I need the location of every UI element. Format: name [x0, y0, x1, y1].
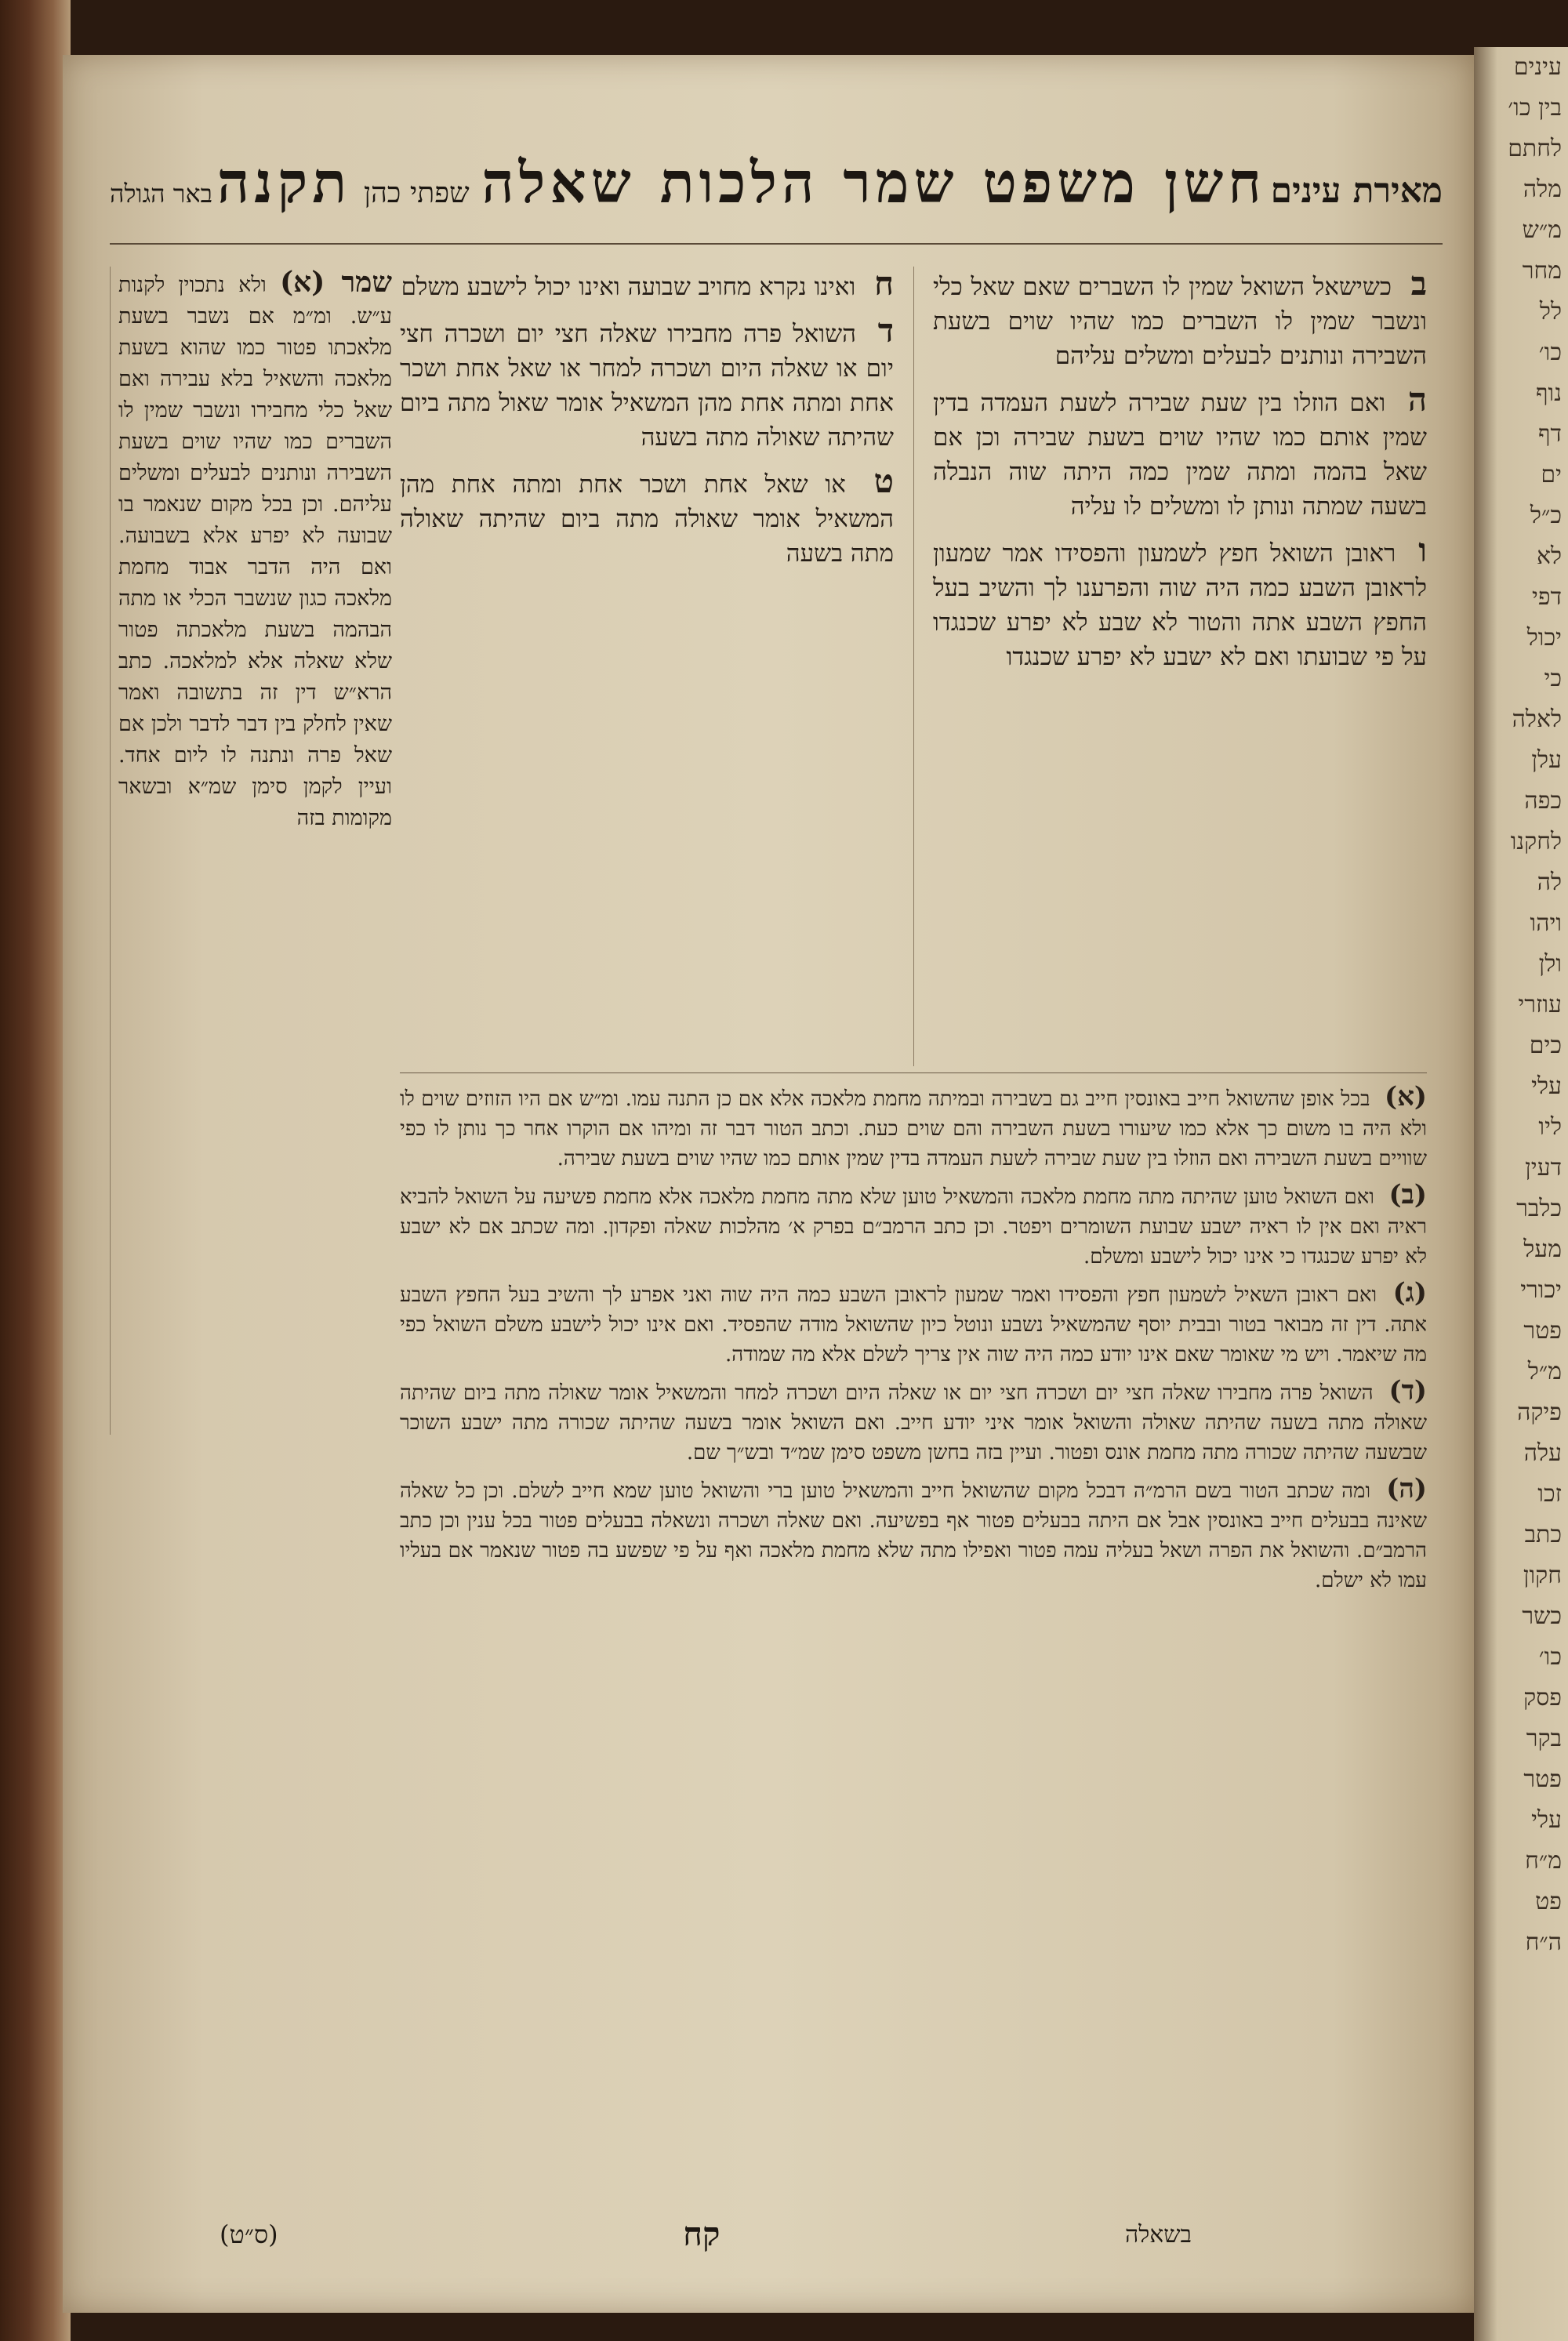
commentary-head: (ב): [1388, 1179, 1427, 1210]
page-footer: [220, 2211, 1192, 2258]
entry-text: כשישאל השואל שמין לו השברים שאם שאל כלי ונשבר שמין לו השברים כמו שהיו שוים בשעת השבירה ונותנים לבעלים ומשלים עליהם: [933, 273, 1427, 370]
commentary-head: (ג): [1392, 1277, 1427, 1308]
adjacent-page-line: מעל: [1523, 1236, 1562, 1263]
commentary-head: (א): [1385, 1082, 1427, 1112]
adjacent-page-line: עלן: [1531, 746, 1562, 774]
footer-signature: (ס״ט): [220, 2219, 278, 2249]
main-entry: [933, 533, 1427, 674]
entry-text: ואינו נקרא מחויב שבועה ואינו יכול לישבע משלם: [401, 273, 856, 301]
header-sub-title: שפתי כהן: [363, 177, 470, 209]
adjacent-page-line: מחר: [1522, 257, 1562, 285]
adjacent-page-line: כים: [1529, 1032, 1562, 1059]
adjacent-page-line: חקון: [1523, 1562, 1562, 1589]
adjacent-page-line: כשר: [1522, 1602, 1562, 1630]
footer-folio: קח: [683, 2215, 720, 2253]
adjacent-page-line: פטר: [1523, 1317, 1562, 1345]
book-binding: [0, 0, 71, 2341]
adjacent-page-line: עלי: [1531, 1073, 1562, 1100]
side-column-text: ולא נתכוין לקנות ע״ש. ומ״מ אם נשבר בשעת מלאכתו פטור כמו שהוא בשעת מלאכה והשאיל בלא עבירה ואם שאל כלי מחבירו ונשבר שמין לו השברים כמו שהיו שוים בשעת השבירה ונותנים לבעלים ומשלים עליהם. וכן בכל מקום שנאמר בו שבועה לא יפרע אלא בשבועה. ואם היה הדבר אבוד מחמת מלאכה כגון שנשבר הכלי או מתה הבהמה בשעת מלאכתה פטור שלא שאלה אלא למלאכה. כתב הרא״ש דין זה בתשובה ואמר שאין לחלק בין דבר לדבר ולכן אם שאל פרה ונתנה לו ליום אחד. ועיין לקמן סימן שמ״א ובשאר מקומות בזה: [118, 273, 392, 830]
side-column-lead: שמר (א): [280, 267, 392, 299]
entry-letter: ו: [1418, 531, 1427, 569]
entry-letter: ב: [1410, 267, 1427, 303]
commentary-text: בכל אופן שהשואל חייב באונסין חייב גם בשבירה ובמיתה מחמת מלאכה אלא אם כן התנה עמו. ומ״ש אם היו הזוזים שוים לו ולא היה בו משום כך אלא כמו שיעורו בשעת השבירה והם שוים כעת. וכתב הטור דבר זה ומיהו אם הוקרו אחר כך נותן לו כפי שוויים בשעת השבירה ואם הוזלו בין שעת שבירה לשעת העמדה בדין שמין אותם כמו שהיו שוים בשעת שבירה.: [400, 1087, 1427, 1170]
adjacent-page-line: כלבר: [1516, 1195, 1562, 1222]
adjacent-page-line: יכול: [1526, 624, 1562, 651]
side-column-commentary: [110, 267, 392, 1435]
commentary-head: (ד): [1388, 1375, 1427, 1406]
commentary-paragraph: [400, 1376, 1427, 1468]
adjacent-page-line: כפה: [1524, 787, 1562, 815]
adjacent-page-line: עינים: [1513, 53, 1562, 81]
adjacent-page-line: מלה: [1523, 176, 1562, 203]
header-left-small: באר הגולה: [110, 179, 213, 209]
adjacent-page-line: מ״ל: [1527, 1358, 1562, 1385]
adjacent-page-line: זכו: [1537, 1480, 1562, 1508]
adjacent-page-line: ולן: [1538, 950, 1562, 978]
main-entry: [400, 267, 894, 304]
adjacent-page-edge: [1474, 47, 1568, 2341]
adjacent-page-line: ליו: [1538, 1113, 1562, 1141]
entry-text: או שאל אחת ושכר אחת ומתה אחת מהן המשאיל אומר שאולה מתה ביום שהיתה שאולה מתה בשעה: [400, 470, 894, 568]
entry-letter: ט: [873, 462, 894, 500]
adjacent-page-line: פט: [1535, 1888, 1562, 1915]
commentary-text: השואל פרה מחבירו שאלה חצי יום ושכרה חצי יום או שאלה היום ושכרה למחר והמשאיל אומר שאולה מתה ביום שהיתה שאולה מתה בשעה שהיתה שאולה והשואל אומר איני יודע חייב. ואם השואל אומר בשעה שהיתה שכורה מתה ישבע השוכר שבשעה שהיתה שכורה מתה מחמת אונס ופטור. ועיין בזה בחשן משפט סימן שמ״ד ובש״ך שם.: [400, 1381, 1427, 1464]
main-entry: [933, 267, 1427, 373]
adjacent-page-line: כתב: [1524, 1521, 1562, 1548]
adjacent-page-line: ה״ח: [1525, 1929, 1562, 1956]
main-entry: [400, 311, 894, 455]
header-right-label: מאירת עינים: [1270, 171, 1443, 211]
commentary-text: ואם השואל טוען שהיתה מתה מחמת מלאכה והמשאיל טוען שלא מתה מחמת מלאכה אלא מחמת פשיעה על השואל להביא ראיה ואם אין לו ראיה ישבע שבועת השומרים ויפטר. וכן כתב הרמב״ם בפרק א׳ מהלכות שאלה ופקדון. ומה שכתב אם לא ישבע לא יפרע שכנגדו כי אינו יכול לישבע ומשלם.: [400, 1185, 1427, 1268]
entry-letter: ה: [1407, 380, 1427, 419]
commentary-paragraph: [400, 1474, 1427, 1595]
adjacent-page-line: נוף: [1536, 379, 1562, 407]
commentary-paragraph: [400, 1278, 1427, 1370]
adjacent-page-line: כו׳: [1538, 339, 1562, 366]
adjacent-page-line: כ״ל: [1530, 502, 1562, 529]
lower-commentary: [400, 1082, 1427, 2164]
header-main-title: חשן משפט שמר הלכות שאלה: [481, 149, 1266, 216]
adjacent-page-line: לל: [1539, 298, 1562, 325]
commentary-text: ואם ראובן השאיל לשמעון חפץ והפסידו ואמר שמעון לראובן השבע כמה היה שוה ואני אפרע לך והשיב בעל החפץ השבע אתה. דין זה מבואר בטור ובבית יוסף שהמשאיל נשבע ונוטל כיון שהשואל מודה שהפסיד. ואם אינו יכול לישבע משלם השואל כפי מה שיאמר. ויש מי שאומר שאם אינו יודע כמה היה שוה אין צריך לשלם אלא מה שמודה.: [400, 1283, 1427, 1366]
adjacent-page-line: עלה: [1523, 1439, 1562, 1467]
adjacent-page-line: דעין: [1525, 1154, 1562, 1181]
header-left-title: תקנה: [216, 149, 352, 216]
entry-text: ואם הוזלו בין שעת שבירה לשעת העמדה בדין שמין אותם כמו שהיו שוים בשעת שבירה וכן אם שאל בהמה ומתה שמין כמה היתה שוה הנבלה בשעה שמתה ונותן לו ומשלים לו עליה: [933, 389, 1427, 521]
adjacent-page-line: דפי: [1531, 583, 1562, 611]
adjacent-page-line: פסק: [1523, 1684, 1562, 1711]
adjacent-page-line: ויהו: [1530, 909, 1562, 937]
commentary-paragraph: [400, 1082, 1427, 1174]
header-rule: [110, 243, 1443, 245]
main-entry: [400, 464, 894, 571]
entry-text: השואל פרה מחבירו שאלה חצי יום ושכרה חצי יום או שאלה היום ושכרה למחר או שאל אחת ושכר אחת ומתה אחת מהן המשאיל אומר שאול מתה ביום שהיתה שאולה מתה בשעה: [400, 320, 894, 452]
adjacent-page-line: לחתם: [1508, 135, 1562, 162]
adjacent-page-line: לחקנו: [1510, 828, 1562, 855]
commentary-text: ומה שכתב הטור בשם הרמ״ה דבכל מקום שהשואל חייב והמשאיל טוען ברי והשואל טוען שמא חייב לשלם. וכן כל שאלה שאינה בבעלים חייב באונסין אבל אם היתה בבעלים פטור אף בפשיעה. ואם שאלה ושכרה ונשאלה בבעלים פטור בכל ענין וכן כתב הרמב״ם. והשואל את הפרה ושאל בעליה עמה פטור ואפילו מתה שלא מחמת מלאכה ואף על פי שפשע בה פטור שנאמר אם בעליו עמו לא ישלם.: [400, 1479, 1427, 1592]
adjacent-page-line: בקר: [1526, 1725, 1562, 1752]
commentary-paragraph: [400, 1180, 1427, 1272]
adjacent-page-line: מ״ח: [1525, 1847, 1562, 1875]
adjacent-page-line: כו׳: [1538, 1643, 1562, 1671]
adjacent-page-line: עלי: [1531, 1806, 1562, 1834]
page-header: [110, 149, 1443, 235]
main-text-columns: [400, 267, 1427, 1066]
adjacent-page-line: דף: [1538, 420, 1562, 448]
adjacent-page-line: ים: [1541, 461, 1562, 488]
footer-catchword: בשאלה: [1125, 2220, 1192, 2248]
adjacent-page-line: כי: [1544, 665, 1562, 692]
book-page: [63, 55, 1474, 2313]
adjacent-page-line: יכורי: [1520, 1276, 1562, 1304]
adjacent-page-line: לאלה: [1512, 706, 1562, 733]
adjacent-page-line: מ״ש: [1522, 216, 1562, 244]
adjacent-page-line: לה: [1537, 869, 1562, 896]
entry-letter: ח: [874, 267, 894, 303]
adjacent-page-line: בין כו׳: [1508, 94, 1562, 122]
commentary-head: (ה): [1386, 1473, 1427, 1504]
main-entry: [933, 380, 1427, 524]
adjacent-page-line: פטר: [1523, 1766, 1562, 1793]
adjacent-page-line: פיקה: [1517, 1399, 1562, 1426]
entry-letter: ד: [877, 311, 894, 350]
adjacent-page-line: עוזרי: [1518, 991, 1562, 1018]
entry-text: ראובן השואל חפץ לשמעון והפסידו אמר שמעון לראובן השבע כמה היה שוה והפרענו לך והשיב בעל החפץ השבע אתה והטור לא שבע לא יפרע שכנגדו על פי שבועתו ואם לא ישבע לא יפרע שכנגדו: [933, 539, 1427, 671]
adjacent-page-line: לא: [1536, 543, 1562, 570]
